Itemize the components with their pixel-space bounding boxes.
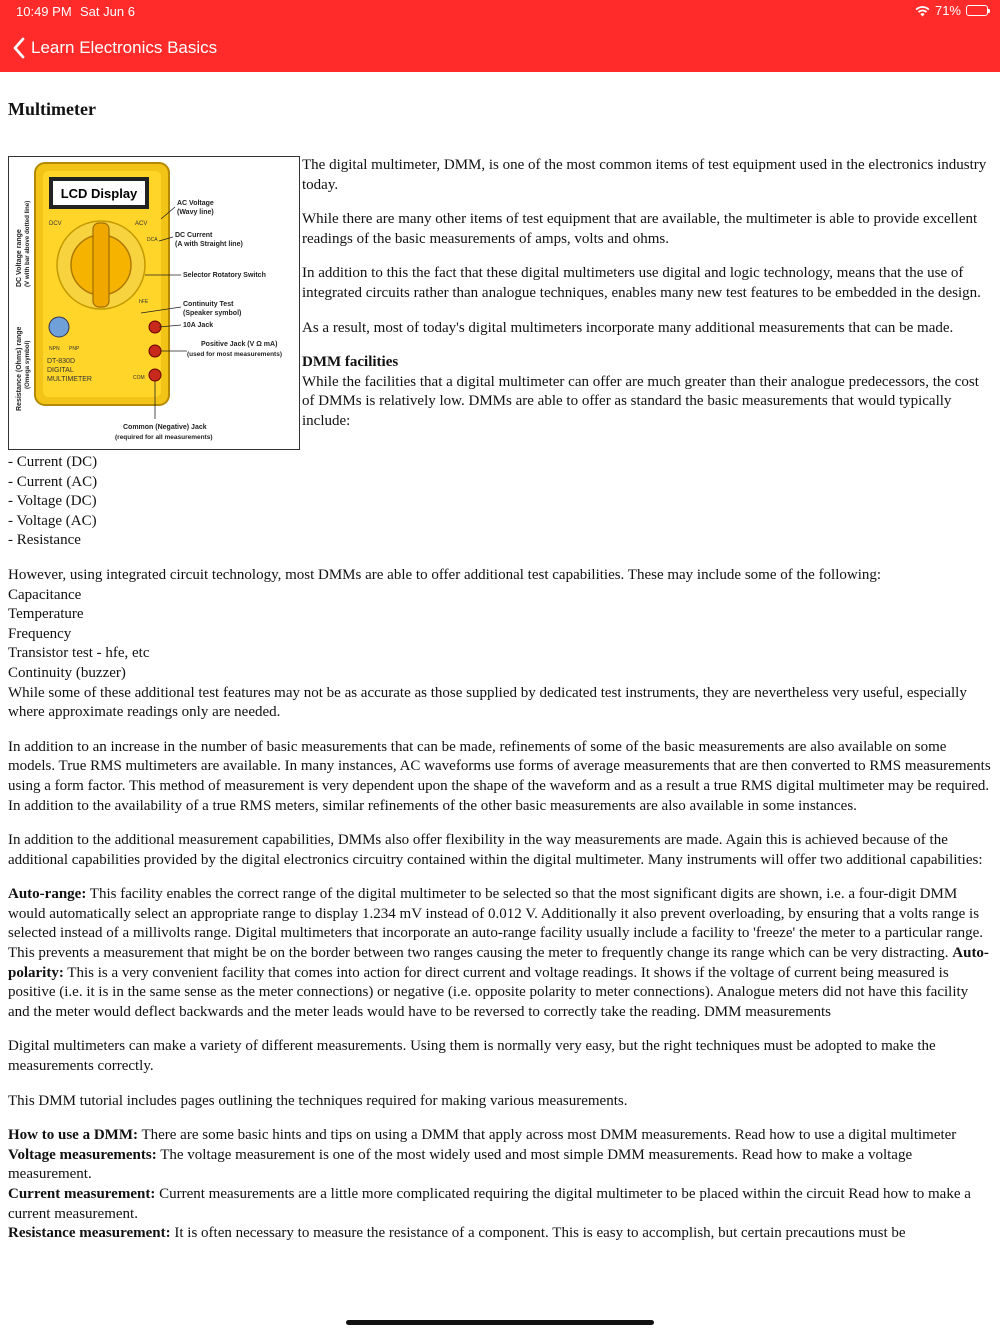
paragraph-9: In addition to the additional measurement capabilities, DMMs also offer flexibility in the way measurements are made. Again this is achieved because of the additional capabilities provided by the digital electronics circuitry contained within the digital multimeter. Many instruments will offer two additional capabilities: <box>8 832 983 868</box>
page-title: Multimeter <box>8 99 96 119</box>
paragraph-2: While there are many other items of test equipment that are available, the multimeter is able to provide excellent readings of the basic measurements of amps, volts and ohms. <box>302 211 978 247</box>
lcd-label: LCD Display <box>60 186 138 201</box>
paragraph-intro: The digital multimeter, DMM, is one of the most common items of test equipment used in the electronics industry today. <box>302 157 987 193</box>
pnp-label: PNP <box>69 346 80 352</box>
navigation-header <box>0 0 1000 72</box>
paragraph-4: As a result, most of today's digital multimeters incorporate many additional measurements that can be made. <box>302 319 954 336</box>
jack10a-callout: 10A Jack <box>183 322 214 329</box>
battery-icon <box>966 5 988 16</box>
chevron-left-icon <box>10 36 30 60</box>
ac-voltage-callout: AC Voltage <box>177 200 214 207</box>
back-button-label: Learn Electronics Basics <box>31 38 218 57</box>
voltage-label: Voltage measurements: <box>8 1146 157 1163</box>
model-label-3: MULTIMETER <box>47 376 92 383</box>
autopolarity-label: Auto-polarity: <box>8 945 989 981</box>
status-time: 10:49 PM <box>16 4 72 19</box>
common-jack-callout-sub: (required for all measurements) <box>115 434 213 441</box>
multimeter-illustration <box>9 157 299 449</box>
paragraph-autorange <box>8 885 992 1022</box>
positive-jack-callout: Positive Jack (V Ω mA) <box>201 341 278 348</box>
hfe-label: hFE <box>139 299 149 305</box>
continuity-callout-sub: (Speaker symbol) <box>183 310 242 317</box>
status-right <box>915 3 988 18</box>
paragraph-3: In addition to this the fact that these digital multimeters use digital and logic technology, means that the use of integrated circuits rather than analogue techniques, enables many new test features to be embedded in the design. <box>302 265 981 301</box>
wifi-icon <box>915 5 930 17</box>
list-item: Continuity (buzzer) <box>8 664 126 681</box>
dc-voltage-range-sub: (V with bar above dotted line) <box>24 200 31 287</box>
paragraph-10: Digital multimeters can make a variety of different measurements. Using them is normally very easy, but the right techniques must be adopted to make the measurements correctly. <box>8 1038 936 1075</box>
resistance-label: Resistance measurement: <box>8 1225 171 1242</box>
paragraph-8: In addition to an increase in the number of basic measurements that can be made, refinements of some of the basic measurements are also available on some models. True RMS multimeters are available. In many instances, AC waveforms use forms of average measurements that are then converted to RMS measurements using a form factor. This method of measurement is very dependent upon the shape of the waveform and as a result a true RMS digital multimeter may be required. In addition to the availability of a true RMS meters, similar refinements of the other basic measurements are also available in some instances. <box>8 738 991 814</box>
back-button[interactable] <box>0 30 217 66</box>
list-item: - Voltage (AC) <box>8 512 97 529</box>
resistance-text: It is often necessary to measure the resistance of a component. This is easy to accomplish, but certain precautions must be <box>170 1225 906 1242</box>
how-text: There are some basic hints and tips on using a DMM that apply across most DMM measurements. Read how to use a digital multimeter <box>137 1127 957 1144</box>
list-item: - Resistance <box>8 532 81 549</box>
paragraph-6: However, using integrated circuit technology, most DMMs are able to offer additional test capabilities. These may include some of the following: <box>8 566 882 583</box>
current-label: Current measurement: <box>8 1186 156 1202</box>
model-label-2: DIGITAL <box>47 367 74 374</box>
current-item <box>8 1185 992 1224</box>
status-bar <box>0 0 1000 24</box>
list-item: Temperature <box>8 606 84 623</box>
battery-percent: 71% <box>934 3 961 18</box>
multimeter-diagram <box>8 156 300 450</box>
list-item: - Current (DC) <box>8 454 98 470</box>
paragraph-5: While the facilities that a digital multimeter can offer are much greater than their analogue predecessors, the cost of DMMs is relatively low. DMMs are able to offer as standard the basic measurements that would typically include: <box>302 373 979 429</box>
article-body <box>8 82 992 1244</box>
how-label: How to use a DMM: <box>8 1127 138 1144</box>
how-to-use-item <box>8 1126 992 1146</box>
continuity-callout: Continuity Test <box>183 301 234 308</box>
model-label: DT-830D <box>47 358 76 365</box>
resistance-range-label: Resistance (Ohms) range <box>16 326 23 411</box>
voltage-text: The voltage measurement is one of the most widely used and most simple DMM measurements. Read how to make a voltage measurement. <box>8 1146 913 1183</box>
common-jack-callout: Common (Negative) Jack <box>123 424 207 431</box>
list-item: - Current (AC) <box>8 473 98 490</box>
paragraph-11: This DMM tutorial includes pages outlining the techniques required for making various measurements. <box>8 1092 628 1109</box>
list-item: Frequency <box>8 625 72 642</box>
dc-current-callout-sub: (A with Straight line) <box>175 241 243 248</box>
section-heading-facilities: DMM facilities <box>302 354 399 371</box>
voltage-item <box>8 1146 992 1185</box>
com-label: COM <box>133 375 145 381</box>
paragraph-7: While some of these additional test features may not be as accurate as those supplied by dedicated test instruments, they are nevertheless very useful, especially where approximate readings only are needed. <box>8 684 967 721</box>
positive-jack-callout-sub: (used for most measurements) <box>187 351 282 358</box>
autorange-label: Auto-range: <box>8 886 87 903</box>
selector-callout: Selector Rotatory Switch <box>183 272 266 279</box>
basic-measurements-list <box>8 453 992 551</box>
additional-features-list <box>8 586 992 684</box>
resistance-item <box>8 1224 992 1244</box>
acv-label: ACV <box>135 221 148 227</box>
status-date: Sat Jun 6 <box>80 4 135 19</box>
dcv-label: DCV <box>49 221 62 227</box>
dc-voltage-range-label: DC Voltage range <box>16 229 23 287</box>
npn-label: NPN <box>49 346 60 352</box>
list-item: Transistor test - hfe, etc <box>8 645 150 662</box>
ac-voltage-callout-sub: (Wavy line) <box>177 209 214 216</box>
autopolarity-text: This is a very convenient facility that comes into action for direct current and voltage readings. It shows if the voltage of current being measured is positive (i.e. it is in the same sense as the meter connections) or negative (i.e. opposite polarity to meter connections). Analogue meters did not have this facility and the meter would deflect backwards and the meter leads would have to be reversed to correctly take the reading. DMM measurements <box>8 964 969 1020</box>
dc-current-callout: DC Current <box>175 232 213 239</box>
current-text: Current measurements are a little more complicated requiring the digital multimeter to be placed within the circuit Read how to make a current measurement. <box>8 1186 971 1222</box>
home-indicator[interactable] <box>346 1320 654 1325</box>
list-item: Capacitance <box>8 586 82 603</box>
resistance-range-sub: (Omega symbol) <box>24 340 31 389</box>
dca-label: DCA <box>147 237 158 243</box>
list-item: - Voltage (DC) <box>8 493 97 510</box>
autorange-text: This facility enables the correct range of the digital multimeter to be selected so that the most significant digits are shown, i.e. a four-digit DMM would automatically select an appropriate range to display 1.234 mV instead of 0.012 V. Additionally it also prevent overloading, by ensuring that a volts range is selected instead of a millivolts range. Digital multimeters that incorporate an auto-range facility usually include a facility to 'freeze' the meter to a particular range. This prevents a measurement that might be on the border between two ranges causing the meter to frequently change its range which can be very distracting. <box>8 886 984 962</box>
